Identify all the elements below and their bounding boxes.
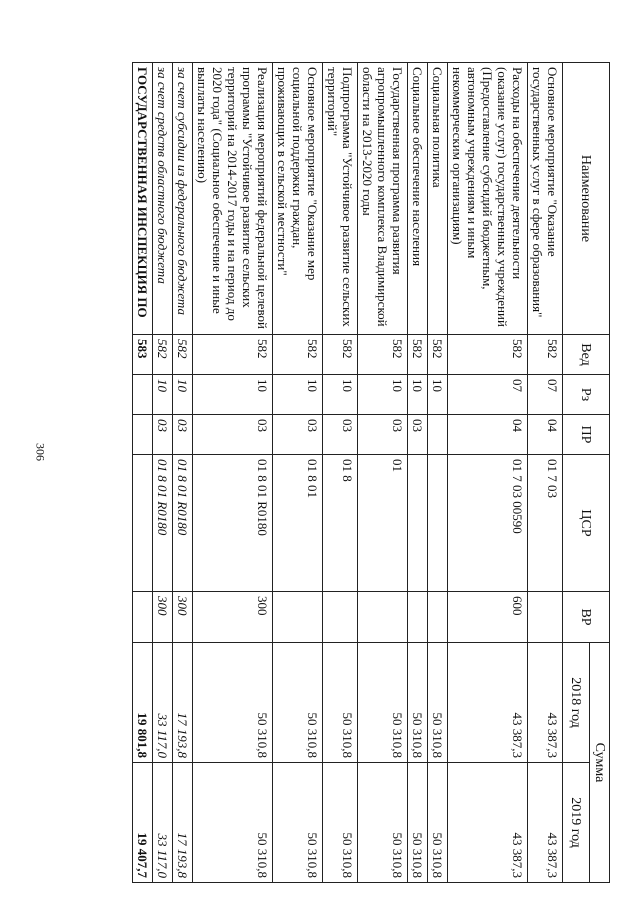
budget-table-container	[135, 62, 610, 882]
table-row	[133, 63, 153, 883]
cell-name: Подпрограмма "Устойчивое развитие сельских территорий"	[323, 63, 358, 335]
cell-ved: 582	[408, 335, 428, 375]
cell-pr: 03	[173, 415, 193, 455]
cell-pr: 04	[448, 415, 528, 455]
cell-name: Социальное обеспечение населения	[408, 63, 428, 335]
cell-vr	[133, 592, 153, 643]
table-body	[133, 63, 563, 883]
cell-ved: 582	[448, 335, 528, 375]
header-sum: Сумма	[590, 643, 610, 883]
cell-csr: 01	[358, 455, 408, 592]
table-row	[528, 63, 563, 883]
cell-2019: 50 310,8	[273, 763, 323, 883]
cell-vr: 300	[193, 592, 273, 643]
cell-name: Расходы на обеспечение деятельности (оказание услуг) государственных учреждений (Предоставление субсидий бюджетным, автономным учреждениям и иным некоммерческим организациям)	[448, 63, 528, 335]
cell-2019: 43 387,3	[448, 763, 528, 883]
cell-ved: 582	[528, 335, 563, 375]
cell-csr	[133, 455, 153, 592]
cell-rz: 10	[173, 375, 193, 415]
page-number: 306	[33, 443, 48, 461]
header-ved: Вед	[563, 335, 610, 375]
cell-rz	[133, 375, 153, 415]
cell-ved: 582	[153, 335, 173, 375]
header-2018: 2018 год	[563, 643, 590, 763]
cell-pr: 04	[528, 415, 563, 455]
cell-pr: 03	[193, 415, 273, 455]
cell-2019: 50 310,8	[323, 763, 358, 883]
cell-name: Государственная программа развития агропромышленного комплекса Владимирской области на 2013-2020 годы	[358, 63, 408, 335]
cell-2018: 50 310,8	[428, 643, 448, 763]
cell-ved: 583	[133, 335, 153, 375]
cell-ved: 582	[273, 335, 323, 375]
cell-2018: 43 387,3	[528, 643, 563, 763]
cell-name: Основное мероприятие "Оказание мер социальной поддержки граждан, проживающих в сельской местности"	[273, 63, 323, 335]
cell-rz: 07	[448, 375, 528, 415]
header-vr: ВР	[563, 592, 610, 643]
table-row	[153, 63, 173, 883]
cell-vr	[408, 592, 428, 643]
header-pr: ПР	[563, 415, 610, 455]
cell-2019: 50 310,8	[193, 763, 273, 883]
cell-vr: 300	[153, 592, 173, 643]
cell-vr: 600	[448, 592, 528, 643]
cell-pr: 03	[153, 415, 173, 455]
table-row	[193, 63, 273, 883]
cell-vr	[323, 592, 358, 643]
table-row	[358, 63, 408, 883]
cell-vr: 300	[173, 592, 193, 643]
cell-csr: 01 8 01 R0180	[173, 455, 193, 592]
cell-2018: 50 310,8	[193, 643, 273, 763]
table-row	[448, 63, 528, 883]
cell-name: ГОСУДАРСТВЕННАЯ ИНСПЕКЦИЯ ПО	[133, 63, 153, 335]
cell-2019: 50 310,8	[358, 763, 408, 883]
cell-ved: 582	[193, 335, 273, 375]
cell-vr	[528, 592, 563, 643]
cell-pr: 03	[273, 415, 323, 455]
cell-vr	[273, 592, 323, 643]
cell-2018: 50 310,8	[408, 643, 428, 763]
table-row	[273, 63, 323, 883]
cell-pr	[133, 415, 153, 455]
header-csr: ЦСР	[563, 455, 610, 592]
cell-pr: 03	[323, 415, 358, 455]
header-rz: Рз	[563, 375, 610, 415]
cell-rz: 10	[408, 375, 428, 415]
cell-2018: 50 310,8	[273, 643, 323, 763]
cell-name: Реализация мероприятий федеральной целевой программы "Устойчивое развитие сельских территорий на 2014-2017 годы и на период до 2020 года" (Социальное обеспечение и иные выплаты населению)	[193, 63, 273, 335]
table-row	[428, 63, 448, 883]
cell-2018: 50 310,8	[358, 643, 408, 763]
cell-csr: 01 8	[323, 455, 358, 592]
cell-2019: 17 193,8	[173, 763, 193, 883]
cell-pr	[428, 415, 448, 455]
cell-vr	[428, 592, 448, 643]
cell-2019: 50 310,8	[408, 763, 428, 883]
cell-rz: 10	[193, 375, 273, 415]
cell-rz: 07	[528, 375, 563, 415]
cell-2018: 33 117,0	[153, 643, 173, 763]
cell-ved: 582	[358, 335, 408, 375]
cell-rz: 10	[273, 375, 323, 415]
cell-vr	[358, 592, 408, 643]
header-row	[590, 63, 610, 883]
cell-2018: 19 801,8	[133, 643, 153, 763]
cell-ved: 582	[323, 335, 358, 375]
cell-csr: 01 7 03	[528, 455, 563, 592]
table-row	[173, 63, 193, 883]
cell-name: Основное мероприятие "Оказание государственных услуг в сфере образования"	[528, 63, 563, 335]
cell-2019: 50 310,8	[428, 763, 448, 883]
cell-pr: 03	[408, 415, 428, 455]
cell-csr	[408, 455, 428, 592]
cell-pr: 03	[358, 415, 408, 455]
cell-rz: 10	[323, 375, 358, 415]
cell-ved: 582	[428, 335, 448, 375]
cell-name: за счет субсидии из федерального бюджета	[173, 63, 193, 335]
cell-ved: 582	[173, 335, 193, 375]
table-row	[408, 63, 428, 883]
cell-rz: 10	[428, 375, 448, 415]
header-2019: 2019 год	[563, 763, 590, 883]
cell-2018: 43 387,3	[448, 643, 528, 763]
cell-csr	[428, 455, 448, 592]
header-name: Наименование	[563, 63, 610, 335]
cell-2019: 33 117,0	[153, 763, 173, 883]
cell-2018: 50 310,8	[323, 643, 358, 763]
cell-csr: 01 8 01 R0180	[193, 455, 273, 592]
cell-rz: 10	[153, 375, 173, 415]
cell-rz: 10	[358, 375, 408, 415]
cell-2019: 19 407,7	[133, 763, 153, 883]
cell-csr: 01 8 01 R0180	[153, 455, 173, 592]
cell-name: Социальная политика	[428, 63, 448, 335]
budget-table	[132, 62, 610, 883]
cell-2019: 43 387,3	[528, 763, 563, 883]
cell-name: за счет средств областного бюджета	[153, 63, 173, 335]
cell-csr: 01 8 01	[273, 455, 323, 592]
cell-csr: 01 7 03 00590	[448, 455, 528, 592]
table-row	[323, 63, 358, 883]
cell-2018: 17 193,8	[173, 643, 193, 763]
